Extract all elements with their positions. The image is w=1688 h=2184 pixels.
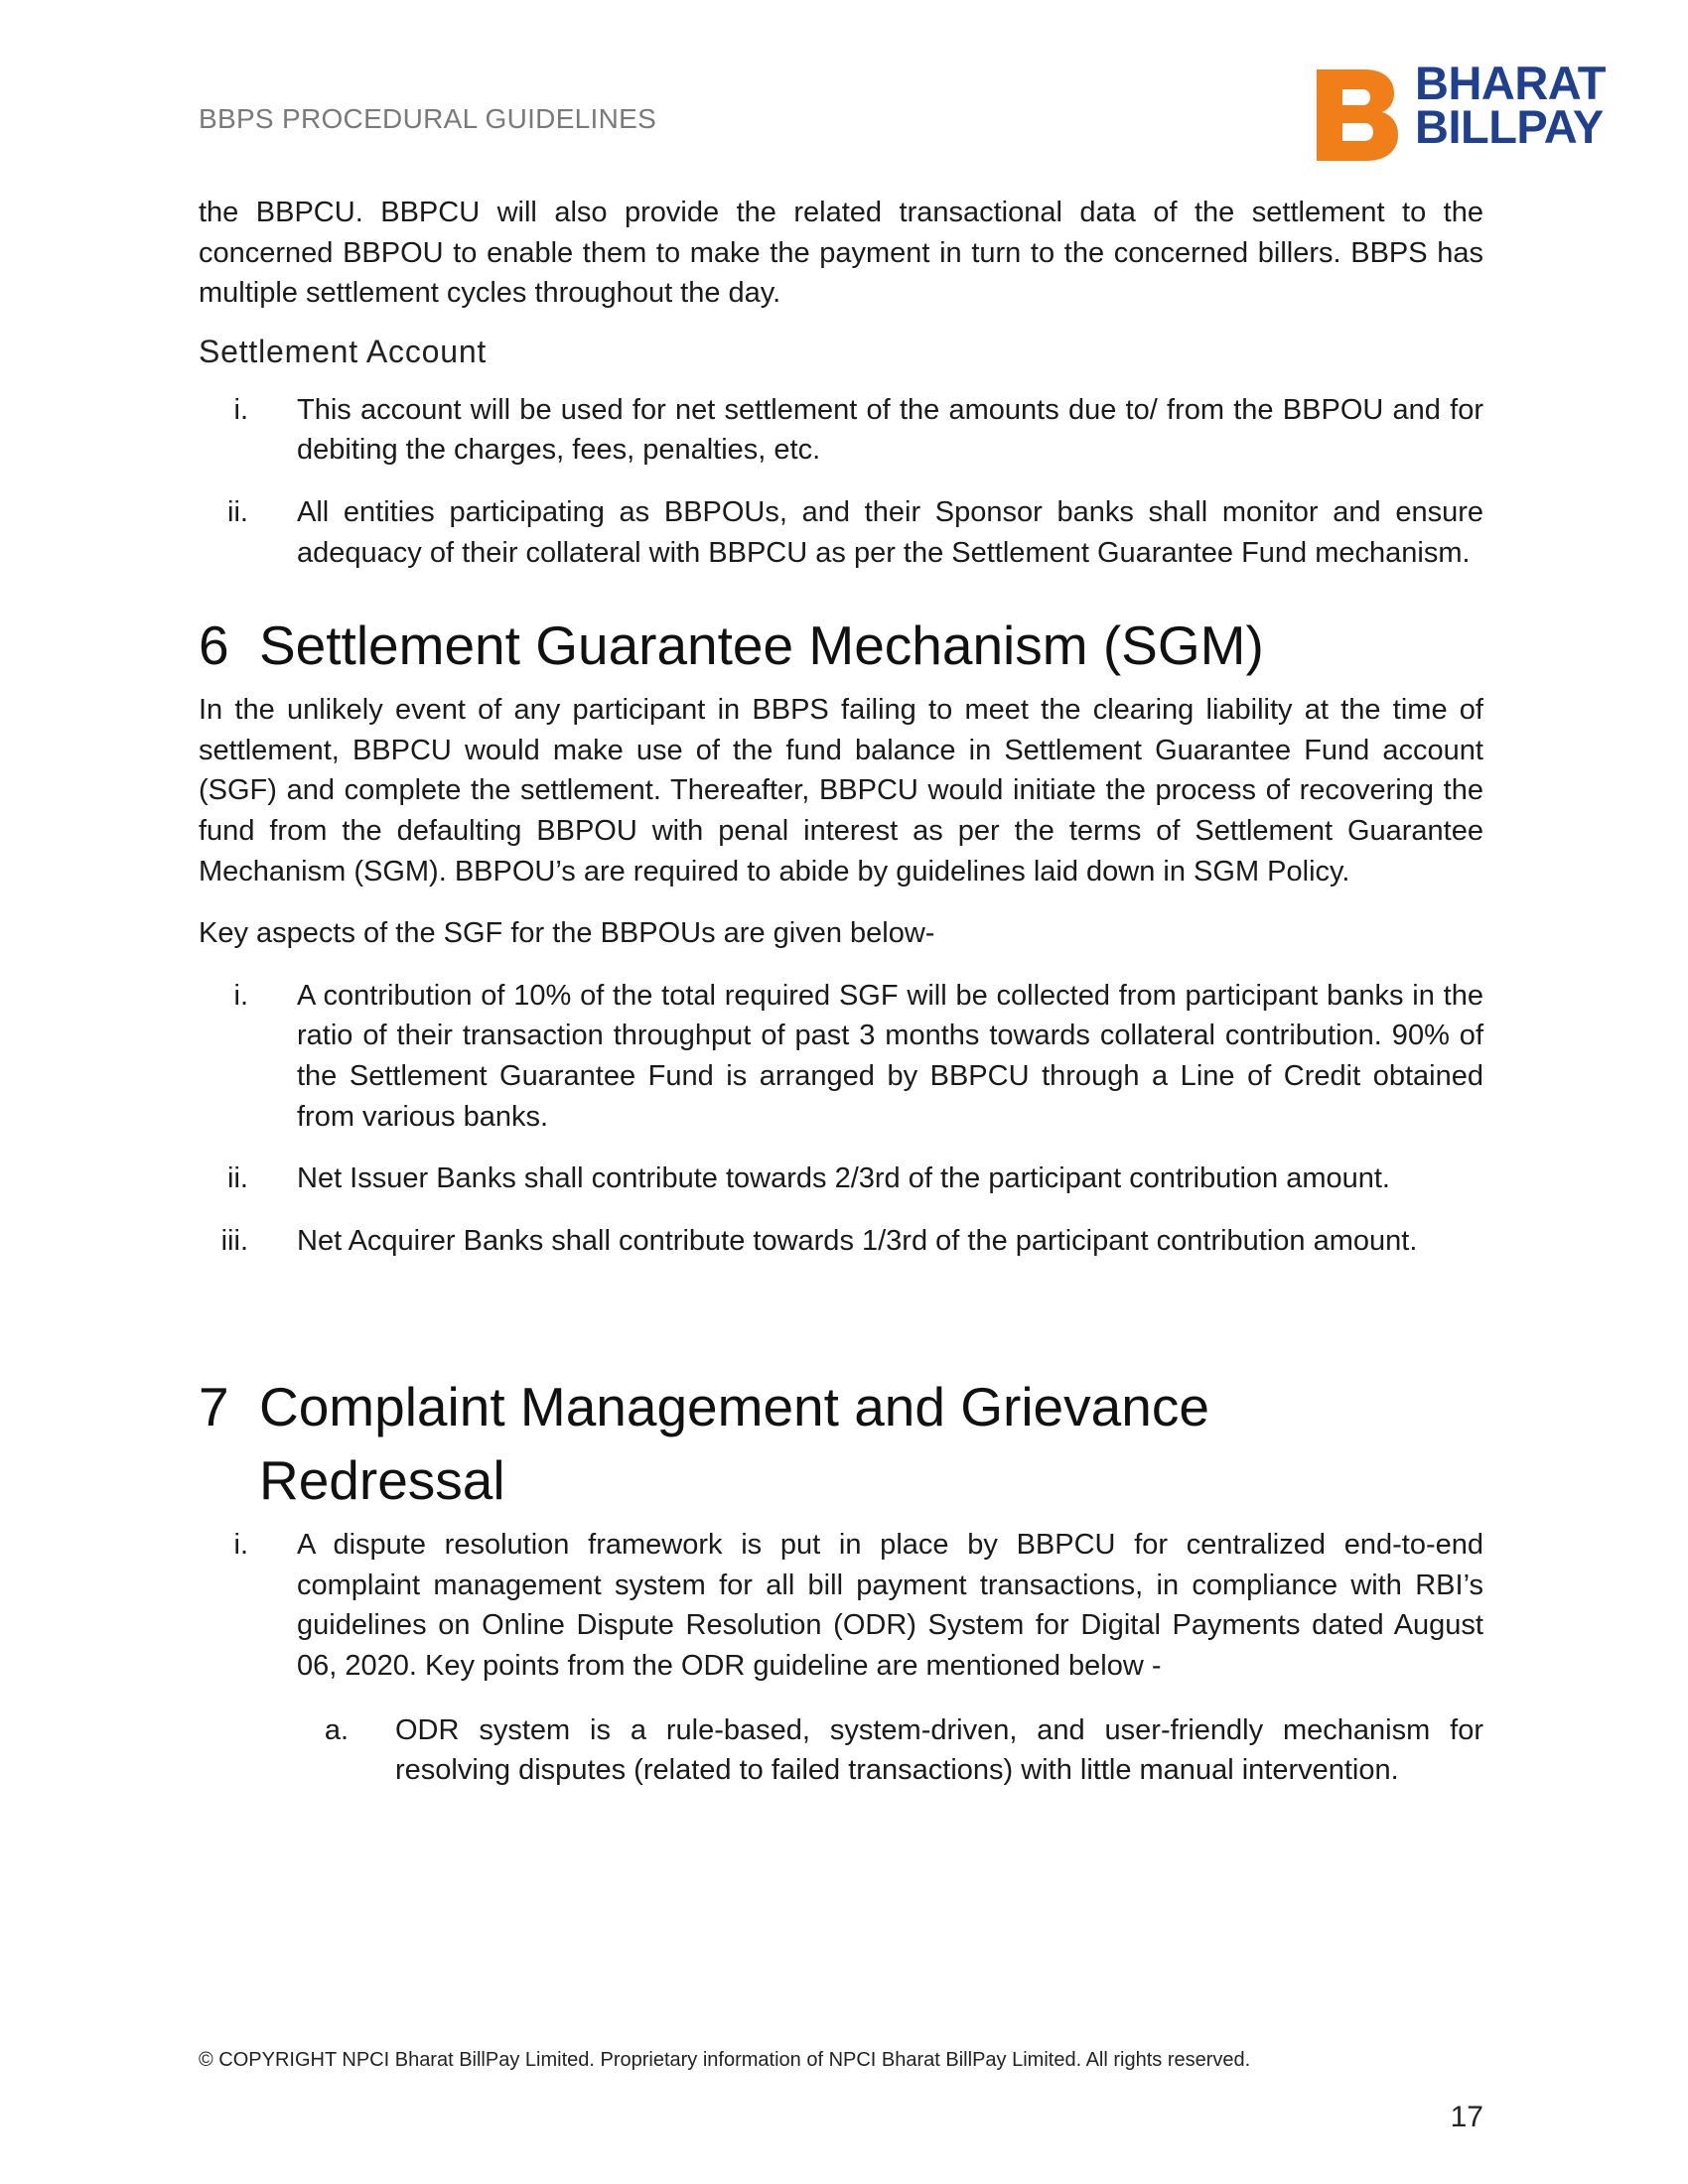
bharat-billpay-logo [1313,58,1632,167]
list-item: i. This account will be used for net settlement of the amounts due to/ from the BBPOU and for debiting the charges, fees, penalties, etc. [233,393,1483,467]
b-mark-icon [1313,58,1402,167]
section-7-heading [199,1370,1351,1517]
section-6-heading [199,609,1483,682]
section-number: 7 [199,1376,229,1438]
intro-paragraph: the BBPCU. BBPCU will also provide the related transactional data of the settlement to the concerned BBPOU to enable them to make the payment in turn to the concerned billers. BBPS has multiple settlement cycles throughout the day. [199,197,1483,310]
odr-points-list [297,1710,1483,1791]
list-item: ii. All entities participating as BBPOUs, and their Sponsor banks shall monitor and ensure adequacy of their collateral with BBPCU as per the Settlement Guarantee Fund mechanism. [227,495,1483,569]
list-item: ii. Net Issuer Banks shall contribute towards 2/3rd of the participant contribution amount. [227,1162,1390,1195]
logo-line-2: BILLPAY [1415,100,1604,153]
settlement-account-list [199,390,1483,573]
section-title: Complaint Management and Grievance Redressal [259,1376,1209,1512]
list-item: iii. Net Acquirer Banks shall contribute towards 1/3rd of the participant contribution amount. [220,1224,1418,1257]
list-item: i. A dispute resolution framework is put in place by BBPCU for centralized end-to-end complaint management system for all bill payment transactions, in compliance with RBI’s guidelines on Online Dispute Resolution (ODR) System for Digital Payments dated August 06, 2020. Key points from the ODR guideline are mentioned below - a. ODR system is a rule-based, system-driven, and user-friendly mechanism for resolving disputes (related to failed transactions) with little manual intervention. [199,1525,1483,1791]
logo-wordmark [1415,57,1606,153]
complaint-management-list [199,1525,1483,1791]
list-item: a. ODR system is a rule-based, system-driven, and user-friendly mechanism for resolving disputes (related to failed transactions) with little manual intervention. [324,1713,1483,1787]
section-6-paragraph: In the unlikely event of any participant in BBPS failing to meet the clearing liability at the time of settlement, BBPCU would make use of the fund balance in Settlement Guarantee Fund account (SGF) and complete the settlement. Thereafter, BBPCU would initiate the process of recovering the fund from the defaulting BBPOU with penal interest as per the terms of Settlement Guarantee Mechanism (SGM). BBPOU’s are required to abide by guidelines laid down in SGM Policy. [199,694,1483,887]
settlement-account-heading: Settlement Account [199,333,488,369]
list-item: i. A contribution of 10% of the total required SGF will be collected from participant banks in the ratio of their transaction throughput of past 3 months towards collateral contribution. 90% of the Settlement Guarantee Fund is arranged by BBPCU through a Line of Credit obtained from various banks. [233,979,1483,1133]
running-header-title: BBPS PROCEDURAL GUIDELINES [199,103,657,134]
section-title: Settlement Guarantee Mechanism (SGM) [259,614,1264,677]
copyright-footer: © COPYRIGHT NPCI Bharat BillPay Limited. Proprietary information of NPCI Bharat BillPay Limited. All rights reserved. [199,2049,1251,2071]
page-content [199,193,1483,1813]
section-6-lead: Key aspects of the SGF for the BBPOUs are given below- [199,917,935,950]
sgf-aspects-list [199,976,1483,1262]
logo-line-1: BHARAT [1415,57,1606,109]
page-number: 17 [1450,2101,1483,2133]
section-number: 6 [199,614,229,677]
